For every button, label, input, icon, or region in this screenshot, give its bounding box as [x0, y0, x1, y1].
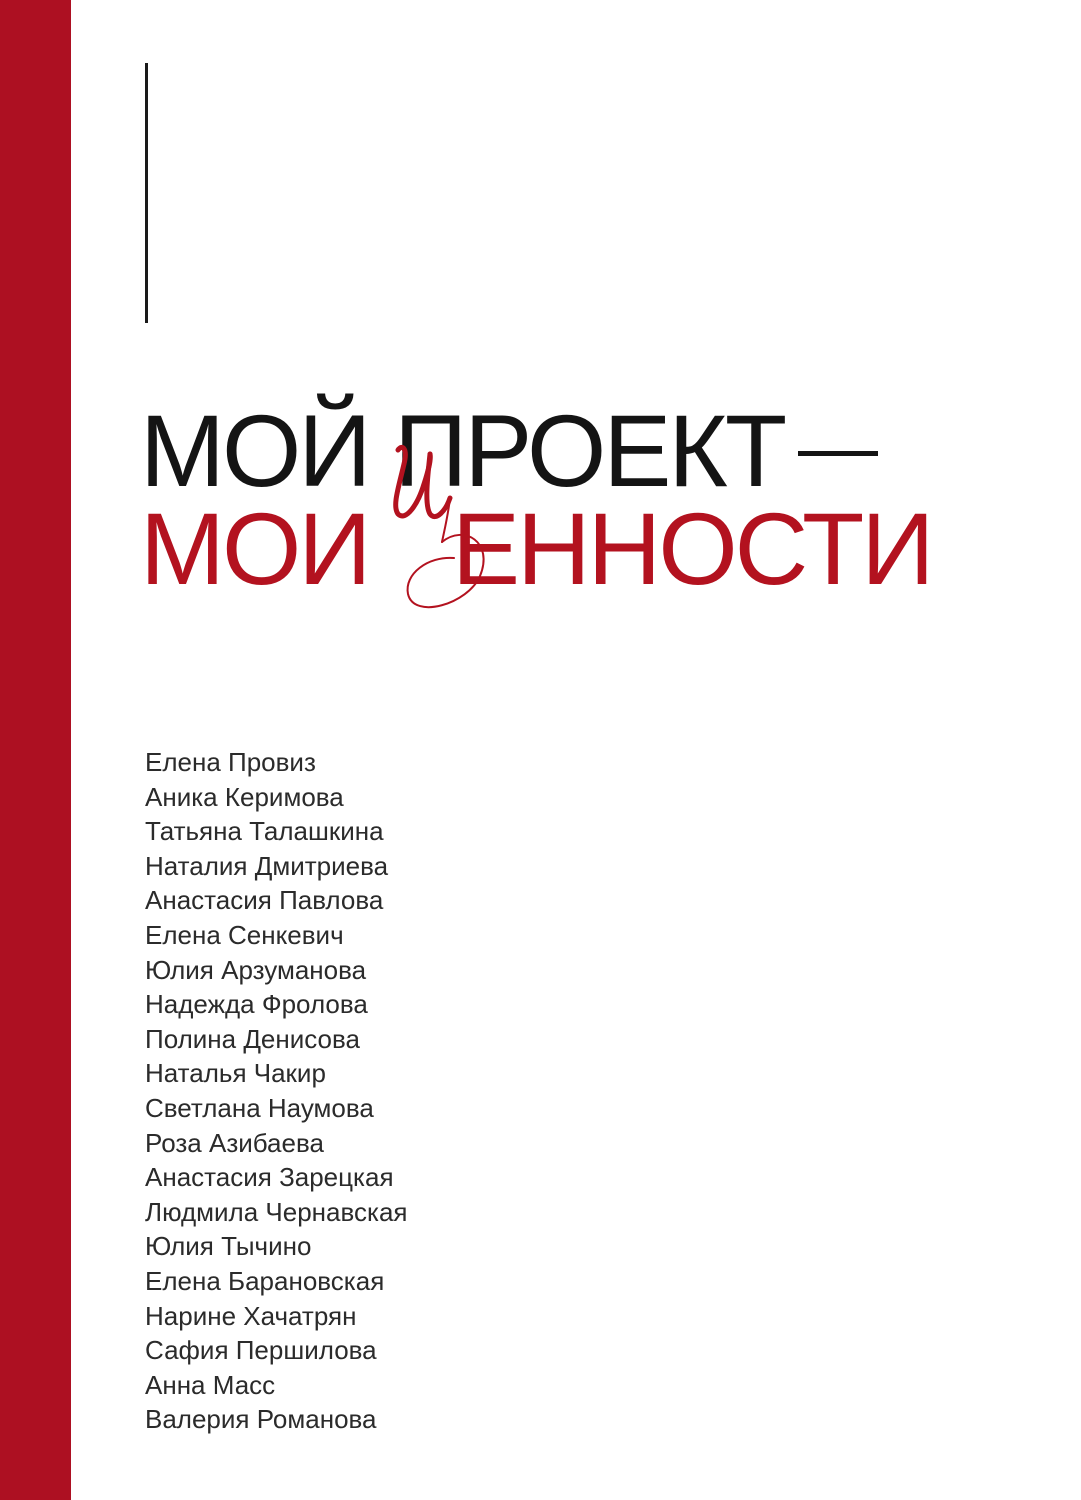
- author-name: Валерия Романова: [145, 1404, 377, 1435]
- title-em-dash: [798, 451, 878, 456]
- script-letter-tse: [394, 504, 452, 584]
- author-name: Людмила Чернавская: [145, 1196, 408, 1227]
- author-name: Светлана Наумова: [145, 1092, 374, 1123]
- author-list: [145, 745, 408, 1437]
- author-name: Сафия Першилова: [145, 1335, 377, 1366]
- author-name: Роза Азибаева: [145, 1127, 324, 1158]
- title-line-2-end: ЕННОСТИ: [451, 492, 932, 606]
- author-name: Анастасия Павлова: [145, 885, 384, 916]
- title-line-1: [140, 394, 1040, 508]
- vertical-rule: [145, 63, 148, 323]
- author-name: Анастасия Зарецкая: [145, 1162, 394, 1193]
- author-name: Полина Денисова: [145, 1023, 360, 1054]
- author-name: Юлия Тычино: [145, 1231, 312, 1262]
- author-name: Елена Барановская: [145, 1265, 385, 1296]
- author-name: Наталия Дмитриева: [145, 850, 389, 881]
- author-name: Аника Керимова: [145, 781, 344, 812]
- author-name: Татьяна Талашкина: [145, 816, 384, 847]
- author-name: Елена Сенкевич: [145, 919, 344, 950]
- book-title: [140, 394, 1040, 606]
- title-line-2: [140, 492, 1040, 606]
- author-name: Анна Масс: [145, 1369, 276, 1400]
- author-name: Юлия Арзуманова: [145, 954, 367, 985]
- script-tse-icon: [384, 424, 494, 654]
- title-line-1-text: МОЙ ПРОЕКТ: [140, 394, 785, 508]
- author-name: Надежда Фролова: [145, 989, 368, 1020]
- author-name: Елена Провиз: [145, 747, 316, 777]
- red-spine-band: [0, 0, 71, 1500]
- title-line-2-start: МОИ: [140, 492, 394, 606]
- author-name: Наталья Чакир: [145, 1058, 326, 1089]
- author-name: Нарине Хачатрян: [145, 1300, 357, 1331]
